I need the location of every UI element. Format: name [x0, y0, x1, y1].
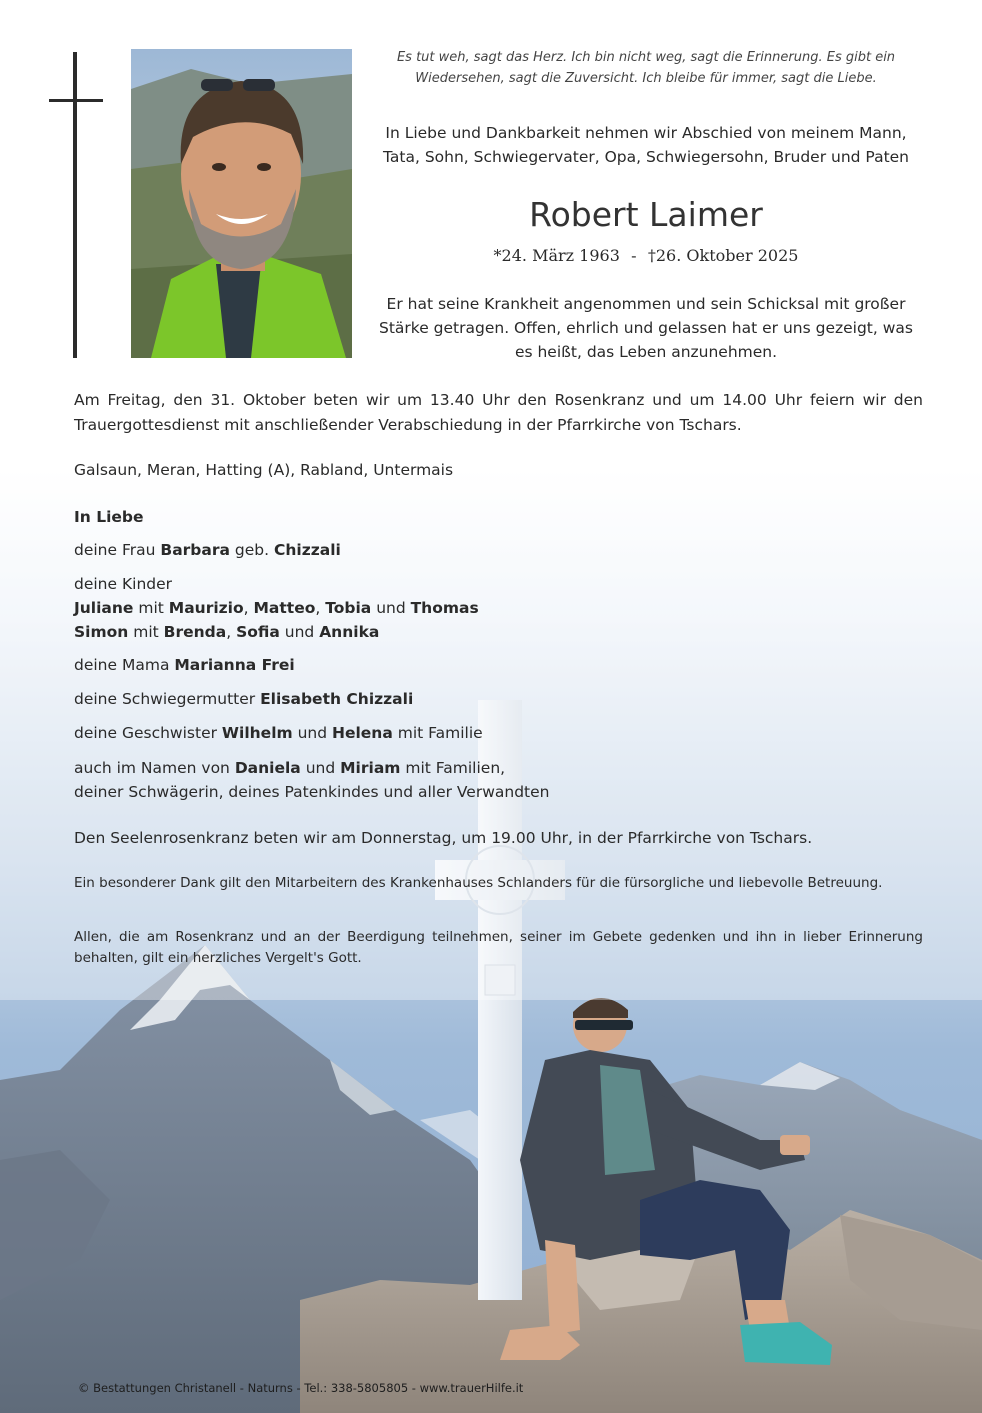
tribute-line: Stärke getragen. Offen, ehrlich und gelassen hat er uns gezeigt, was	[379, 319, 913, 337]
text: mit Familien,	[400, 759, 506, 777]
text: mit	[128, 623, 164, 641]
bold-name: Wilhelm	[221, 724, 293, 742]
portrait-photo	[131, 49, 352, 358]
also-line: deiner Schwägerin, deines Patenkindes und aller Verwandten	[74, 783, 550, 801]
bold-name: Matteo	[253, 599, 316, 617]
family-mother	[74, 653, 924, 677]
family-mother-in-law	[74, 687, 924, 711]
child-line	[74, 620, 924, 644]
family-wife	[74, 538, 924, 562]
service-announcement: Am Freitag, den 31. Oktober beten wir um 13.40 Uhr den Rosenkranz und um 14.00 Uhr feiern wir den Trauergottesdienst mit anschließender Verabschiedung in der Pfarrkirche von Tschars.	[74, 391, 923, 434]
cross-ornament-vertical	[73, 52, 77, 358]
bold-name: Simon	[74, 623, 129, 641]
date-separator: -	[631, 246, 637, 265]
text: deine Frau	[74, 541, 161, 559]
bold-name: Thomas	[410, 599, 479, 617]
text: und	[279, 623, 320, 641]
text: mit	[133, 599, 169, 617]
rosary-notice: Den Seelenrosenkranz beten wir am Donnerstag, um 19.00 Uhr, in der Pfarrkirche von Tschars.	[74, 829, 813, 847]
tribute-line: es heißt, das Leben anzunehmen.	[514, 343, 778, 361]
intro-line: Tata, Sohn, Schwiegervater, Opa, Schwiegersohn, Bruder und Paten	[382, 148, 910, 166]
life-dates	[365, 243, 927, 269]
text: und	[371, 599, 411, 617]
deceased-name: Robert Laimer	[529, 195, 763, 234]
tribute-line: Er hat seine Krankheit angenommen und sein Schicksal mit großer	[386, 295, 906, 313]
child-line	[74, 596, 924, 620]
bold-name: Marianna Frei	[174, 656, 295, 674]
cross-ornament-horizontal	[49, 99, 103, 102]
bold-name: Sofia	[236, 623, 280, 641]
bold-name: Brenda	[163, 623, 227, 641]
intro-line: In Liebe und Dankbarkeit nehmen wir Abschied von meinem Mann,	[385, 124, 907, 142]
family-children	[74, 572, 924, 644]
text: ,	[315, 599, 326, 617]
bold-name: Elisabeth Chizzali	[260, 690, 414, 708]
quote-line: Wiedersehen, sagt die Zuversicht. Ich bleibe für immer, sagt die Liebe.	[415, 71, 877, 86]
text: geb.	[229, 541, 274, 559]
tribute-text	[365, 292, 927, 364]
quote-text	[365, 47, 927, 89]
text: mit Familie	[392, 724, 483, 742]
text: ,	[226, 623, 237, 641]
text: und	[292, 724, 332, 742]
text: und	[300, 759, 341, 777]
farewell-intro	[365, 121, 927, 169]
in-liebe-heading: In Liebe	[74, 508, 144, 526]
also-line	[74, 756, 924, 780]
bold-name: Daniela	[234, 759, 301, 777]
text: auch im Namen von	[74, 759, 235, 777]
bold-name: Chizzali	[273, 541, 341, 559]
quote-line: Es tut weh, sagt das Herz. Ich bin nicht weg, sagt die Erinnerung. Es gibt ein	[396, 50, 896, 65]
bold-name: Helena	[332, 724, 393, 742]
thanks-attendees: Allen, die am Rosenkranz und an der Beerdigung teilnehmen, seiner im Gebete gedenken und ihn in lieber Erinnerung behalten, gilt ein herzliches Vergelt's Gott.	[74, 929, 923, 966]
place-list: Galsaun, Meran, Hatting (A), Rabland, Untermais	[74, 461, 454, 479]
bold-name: Maurizio	[168, 599, 244, 617]
text: ,	[243, 599, 254, 617]
text: deine Geschwister	[74, 724, 222, 742]
family-also	[74, 756, 924, 804]
bold-name: Tobia	[325, 599, 372, 617]
text: deine Mama	[74, 656, 175, 674]
portrait-illustration	[131, 49, 352, 358]
bold-name: Juliane	[74, 599, 134, 617]
birth-date: *24. März 1963	[493, 246, 620, 265]
footer-credit: © Bestattungen Christanell - Naturns - Tel.: 338-5805805 - www.trauerHilfe.it	[78, 1381, 524, 1395]
bold-name: Annika	[319, 623, 380, 641]
thanks-hospital: Ein besonderer Dank gilt den Mitarbeitern des Krankenhauses Schlanders für die fürsorgliche und liebevolle Betreuung.	[74, 875, 883, 891]
death-date: †26. Oktober 2025	[647, 246, 799, 265]
bold-name: Miriam	[340, 759, 401, 777]
family-siblings	[74, 721, 924, 745]
text: deine Schwiegermutter	[74, 690, 261, 708]
bold-name: Barbara	[160, 541, 230, 559]
children-label: deine Kinder	[74, 575, 173, 593]
